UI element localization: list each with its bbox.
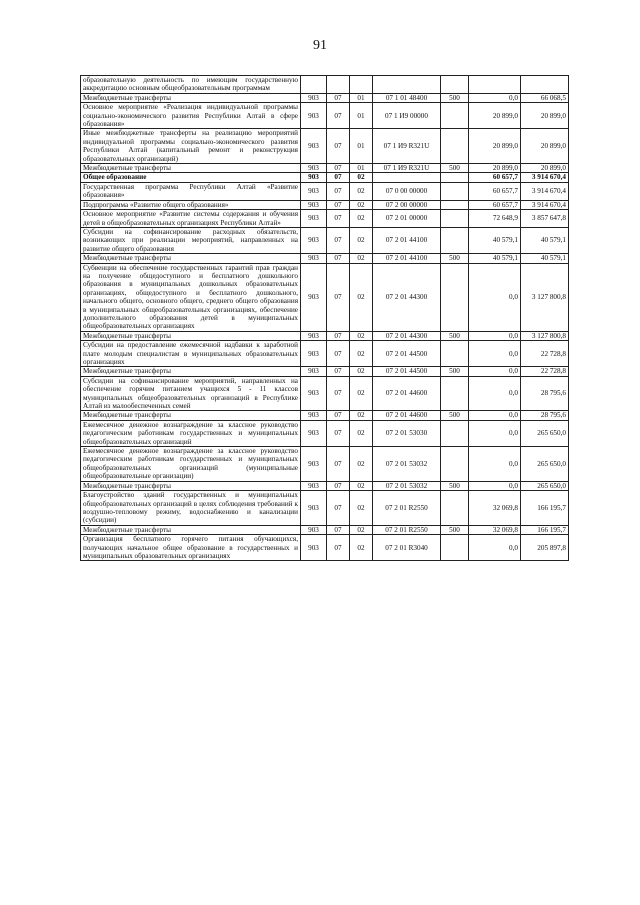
row-value2-cell: 28 795,6 bbox=[521, 411, 569, 420]
row-pr-cell: 02 bbox=[350, 411, 373, 420]
row-value1-cell: 32 069,8 bbox=[469, 525, 521, 534]
row-name-cell: Межбюджетные трансферты bbox=[81, 411, 301, 420]
row-value1-cell: 60 657,7 bbox=[469, 173, 521, 182]
table-row bbox=[81, 227, 569, 253]
row-vr-cell bbox=[441, 129, 469, 164]
row-pr-cell: 02 bbox=[350, 367, 373, 376]
table-row bbox=[81, 103, 569, 129]
row-name-cell: образовательную деятельность по имеющим государственную аккредитацию основным общеобразовательным программам bbox=[81, 76, 301, 94]
row-rz-cell: 07 bbox=[327, 129, 350, 164]
table-row bbox=[81, 263, 569, 331]
row-rz-cell: 07 bbox=[327, 93, 350, 102]
row-csr-cell: 07 2 01 44100 bbox=[373, 254, 441, 263]
row-rz-cell: 07 bbox=[327, 182, 350, 200]
table-row bbox=[81, 129, 569, 164]
row-rz-cell: 07 bbox=[327, 103, 350, 129]
row-value1-cell: 60 657,7 bbox=[469, 200, 521, 209]
row-csr-cell: 07 1 И9 R321U bbox=[373, 164, 441, 173]
row-rz-cell: 07 bbox=[327, 447, 350, 482]
row-value2-cell: 20 899,0 bbox=[521, 129, 569, 164]
row-gr-cell: 903 bbox=[301, 341, 327, 367]
row-vr-cell bbox=[441, 376, 469, 411]
table-row bbox=[81, 164, 569, 173]
row-gr-cell: 903 bbox=[301, 367, 327, 376]
row-gr-cell: 903 bbox=[301, 103, 327, 129]
row-pr-cell: 02 bbox=[350, 210, 373, 228]
row-value2-cell bbox=[521, 76, 569, 94]
row-value1-cell: 72 648,9 bbox=[469, 210, 521, 228]
table-row bbox=[81, 447, 569, 482]
row-value1-cell: 20 899,0 bbox=[469, 103, 521, 129]
row-value2-cell: 3 127 800,8 bbox=[521, 263, 569, 331]
row-rz-cell: 07 bbox=[327, 254, 350, 263]
row-pr-cell: 01 bbox=[350, 93, 373, 102]
row-value1-cell: 20 899,0 bbox=[469, 129, 521, 164]
row-pr-cell: 02 bbox=[350, 254, 373, 263]
row-pr-cell: 02 bbox=[350, 263, 373, 331]
table-row bbox=[81, 367, 569, 376]
table-row bbox=[81, 411, 569, 420]
row-rz-cell: 07 bbox=[327, 341, 350, 367]
row-value2-cell: 265 650,0 bbox=[521, 420, 569, 446]
row-csr-cell: 07 2 01 44300 bbox=[373, 263, 441, 331]
row-name-cell: Межбюджетные трансферты bbox=[81, 164, 301, 173]
row-csr-cell: 07 2 01 R3040 bbox=[373, 535, 441, 561]
row-value2-cell: 20 899,0 bbox=[521, 103, 569, 129]
row-value1-cell: 0,0 bbox=[469, 420, 521, 446]
row-value2-cell: 40 579,1 bbox=[521, 254, 569, 263]
row-name-cell: Межбюджетные трансферты bbox=[81, 331, 301, 340]
row-value2-cell: 166 195,7 bbox=[521, 491, 569, 526]
row-vr-cell bbox=[441, 420, 469, 446]
row-pr-cell: 02 bbox=[350, 481, 373, 490]
row-pr-cell bbox=[350, 76, 373, 94]
row-vr-cell bbox=[441, 173, 469, 182]
row-value2-cell: 20 899,0 bbox=[521, 164, 569, 173]
row-vr-cell: 500 bbox=[441, 93, 469, 102]
row-rz-cell bbox=[327, 76, 350, 94]
row-name-cell: Межбюджетные трансферты bbox=[81, 367, 301, 376]
row-value1-cell bbox=[469, 76, 521, 94]
row-vr-cell: 500 bbox=[441, 411, 469, 420]
row-rz-cell: 07 bbox=[327, 210, 350, 228]
row-value2-cell: 265 650,0 bbox=[521, 447, 569, 482]
row-value1-cell: 40 579,1 bbox=[469, 254, 521, 263]
row-csr-cell: 07 2 01 44500 bbox=[373, 367, 441, 376]
row-csr-cell: 07 1 И9 R321U bbox=[373, 129, 441, 164]
row-csr-cell: 07 2 01 53032 bbox=[373, 481, 441, 490]
table-row bbox=[81, 200, 569, 209]
row-csr-cell: 07 2 01 53032 bbox=[373, 447, 441, 482]
row-value2-cell: 3 127 800,8 bbox=[521, 331, 569, 340]
row-value1-cell: 0,0 bbox=[469, 535, 521, 561]
row-name-cell: Иные межбюджетные трансферты на реализацию мероприятий индивидуальной программы социально-экономического развития Республики Алтай (капитальный ремонт и реконструкция образовательных организаций) bbox=[81, 129, 301, 164]
row-vr-cell: 500 bbox=[441, 331, 469, 340]
row-gr-cell: 903 bbox=[301, 525, 327, 534]
row-value2-cell: 40 579,1 bbox=[521, 227, 569, 253]
table-row bbox=[81, 341, 569, 367]
row-csr-cell: 07 1 И9 00000 bbox=[373, 103, 441, 129]
table-row bbox=[81, 210, 569, 228]
row-gr-cell: 903 bbox=[301, 420, 327, 446]
row-rz-cell: 07 bbox=[327, 263, 350, 331]
row-value1-cell: 0,0 bbox=[469, 376, 521, 411]
row-value1-cell: 0,0 bbox=[469, 331, 521, 340]
row-pr-cell: 01 bbox=[350, 164, 373, 173]
row-value1-cell: 0,0 bbox=[469, 411, 521, 420]
page-number: 91 bbox=[313, 38, 327, 53]
row-gr-cell: 903 bbox=[301, 331, 327, 340]
row-vr-cell bbox=[441, 76, 469, 94]
row-pr-cell: 02 bbox=[350, 341, 373, 367]
table-row bbox=[81, 376, 569, 411]
row-csr-cell: 07 2 01 R2550 bbox=[373, 491, 441, 526]
row-csr-cell bbox=[373, 76, 441, 94]
row-value2-cell: 3 914 670,4 bbox=[521, 200, 569, 209]
row-vr-cell: 500 bbox=[441, 164, 469, 173]
row-name-cell: Государственная программа Республики Алтай «Развитие образования» bbox=[81, 182, 301, 200]
table-row bbox=[81, 331, 569, 340]
row-name-cell: Общее образование bbox=[81, 173, 301, 182]
table-row bbox=[81, 420, 569, 446]
row-value2-cell: 3 914 670,4 bbox=[521, 173, 569, 182]
row-value2-cell: 205 897,8 bbox=[521, 535, 569, 561]
row-value1-cell: 60 657,7 bbox=[469, 182, 521, 200]
table-row bbox=[81, 173, 569, 182]
row-csr-cell: 07 2 01 44600 bbox=[373, 411, 441, 420]
row-rz-cell: 07 bbox=[327, 535, 350, 561]
row-pr-cell: 01 bbox=[350, 103, 373, 129]
row-pr-cell: 01 bbox=[350, 129, 373, 164]
row-pr-cell: 02 bbox=[350, 227, 373, 253]
row-value1-cell: 0,0 bbox=[469, 447, 521, 482]
row-name-cell: Ежемесячное денежное вознаграждение за классное руководство педагогическим работникам государственных и муниципальных общеобразовательных организаций bbox=[81, 420, 301, 446]
row-name-cell: Основное мероприятие «Развитие системы содержания и обучения детей в общеобразовательных организациях Республики Алтай» bbox=[81, 210, 301, 228]
row-value1-cell: 40 579,1 bbox=[469, 227, 521, 253]
row-pr-cell: 02 bbox=[350, 491, 373, 526]
row-csr-cell: 07 2 01 R2550 bbox=[373, 525, 441, 534]
row-rz-cell: 07 bbox=[327, 420, 350, 446]
row-value1-cell: 0,0 bbox=[469, 367, 521, 376]
row-rz-cell: 07 bbox=[327, 367, 350, 376]
row-csr-cell: 07 2 01 44600 bbox=[373, 376, 441, 411]
row-vr-cell: 500 bbox=[441, 254, 469, 263]
row-name-cell: Субсидии на софинансирование мероприятий, направленных на обеспечение горячим питанием учащихся 5 - 11 классов муниципальных общеобразовательных организаций в Республике Алтай из малообеспеченных семей bbox=[81, 376, 301, 411]
row-rz-cell: 07 bbox=[327, 200, 350, 209]
table-row bbox=[81, 481, 569, 490]
row-rz-cell: 07 bbox=[327, 331, 350, 340]
row-vr-cell: 500 bbox=[441, 367, 469, 376]
table-row bbox=[81, 93, 569, 102]
row-value1-cell: 0,0 bbox=[469, 481, 521, 490]
row-csr-cell: 07 2 01 44300 bbox=[373, 331, 441, 340]
row-gr-cell: 903 bbox=[301, 481, 327, 490]
row-csr-cell: 07 2 00 00000 bbox=[373, 200, 441, 209]
row-value2-cell: 28 795,6 bbox=[521, 376, 569, 411]
row-value1-cell: 0,0 bbox=[469, 93, 521, 102]
row-vr-cell bbox=[441, 535, 469, 561]
row-gr-cell: 903 bbox=[301, 254, 327, 263]
table-row bbox=[81, 76, 569, 94]
row-pr-cell: 02 bbox=[350, 200, 373, 209]
row-value2-cell: 66 068,5 bbox=[521, 93, 569, 102]
row-name-cell: Ежемесячное денежное вознаграждение за классное руководство педагогическим работникам государственных и муниципальных общеобразовательных организаций (муниципальные общеобразовательные организации) bbox=[81, 447, 301, 482]
row-value2-cell: 3 857 647,8 bbox=[521, 210, 569, 228]
row-value1-cell: 32 069,8 bbox=[469, 491, 521, 526]
row-rz-cell: 07 bbox=[327, 376, 350, 411]
row-gr-cell: 903 bbox=[301, 129, 327, 164]
row-pr-cell: 02 bbox=[350, 173, 373, 182]
row-value2-cell: 166 195,7 bbox=[521, 525, 569, 534]
row-value1-cell: 0,0 bbox=[469, 341, 521, 367]
row-rz-cell: 07 bbox=[327, 164, 350, 173]
row-gr-cell: 903 bbox=[301, 182, 327, 200]
row-pr-cell: 02 bbox=[350, 420, 373, 446]
row-gr-cell: 903 bbox=[301, 535, 327, 561]
row-vr-cell bbox=[441, 263, 469, 331]
row-gr-cell: 903 bbox=[301, 447, 327, 482]
budget-table bbox=[80, 75, 569, 561]
row-vr-cell bbox=[441, 447, 469, 482]
row-pr-cell: 02 bbox=[350, 182, 373, 200]
row-name-cell: Благоустройство зданий государственных и муниципальных общеобразовательных организаций в целях соблюдения требований к воздушно-тепловому режиму, водоснабжению и канализации (субсидии) bbox=[81, 491, 301, 526]
row-gr-cell: 903 bbox=[301, 263, 327, 331]
row-pr-cell: 02 bbox=[350, 447, 373, 482]
table-row bbox=[81, 535, 569, 561]
row-value1-cell: 20 899,0 bbox=[469, 164, 521, 173]
row-csr-cell bbox=[373, 173, 441, 182]
row-gr-cell: 903 bbox=[301, 227, 327, 253]
row-gr-cell: 903 bbox=[301, 93, 327, 102]
row-name-cell: Подпрограмма «Развитие общего образования» bbox=[81, 200, 301, 209]
row-vr-cell: 500 bbox=[441, 481, 469, 490]
table-row bbox=[81, 525, 569, 534]
row-csr-cell: 07 2 01 00000 bbox=[373, 210, 441, 228]
row-csr-cell: 07 2 01 53030 bbox=[373, 420, 441, 446]
row-rz-cell: 07 bbox=[327, 525, 350, 534]
row-gr-cell bbox=[301, 76, 327, 94]
row-vr-cell bbox=[441, 341, 469, 367]
table-row bbox=[81, 182, 569, 200]
row-name-cell: Субвенции на обеспечение государственных гарантий прав граждан на получение общедоступного и бесплатного дошкольного образования в муниципальных дошкольных образовательных организациях, общедоступного и бесплатного дошкольного, начального общего, основного общего, среднего общего образования в муниципальных общеобразовательных организациях, обеспечение дополнительного образования детей в муниципальных общеобразовательных организациях bbox=[81, 263, 301, 331]
row-pr-cell: 02 bbox=[350, 376, 373, 411]
table-row bbox=[81, 254, 569, 263]
row-gr-cell: 903 bbox=[301, 376, 327, 411]
row-rz-cell: 07 bbox=[327, 481, 350, 490]
row-csr-cell: 07 0 00 00000 bbox=[373, 182, 441, 200]
row-vr-cell bbox=[441, 227, 469, 253]
row-name-cell: Межбюджетные трансферты bbox=[81, 481, 301, 490]
row-value2-cell: 265 650,0 bbox=[521, 481, 569, 490]
row-name-cell: Межбюджетные трансферты bbox=[81, 93, 301, 102]
row-gr-cell: 903 bbox=[301, 411, 327, 420]
row-pr-cell: 02 bbox=[350, 525, 373, 534]
row-name-cell: Организация бесплатного горячего питания обучающихся, получающих начальное общее образование в государственных и муниципальных образовательных организациях bbox=[81, 535, 301, 561]
row-rz-cell: 07 bbox=[327, 491, 350, 526]
row-pr-cell: 02 bbox=[350, 331, 373, 340]
row-gr-cell: 903 bbox=[301, 173, 327, 182]
row-name-cell: Межбюджетные трансферты bbox=[81, 525, 301, 534]
row-gr-cell: 903 bbox=[301, 491, 327, 526]
row-csr-cell: 07 2 01 44100 bbox=[373, 227, 441, 253]
row-name-cell: Субсидии на софинансирование расходных обязательств, возникающих при реализации мероприятий, направленных на развитие общего образования bbox=[81, 227, 301, 253]
row-pr-cell: 02 bbox=[350, 535, 373, 561]
row-vr-cell: 500 bbox=[441, 525, 469, 534]
row-vr-cell bbox=[441, 103, 469, 129]
row-gr-cell: 903 bbox=[301, 164, 327, 173]
row-value1-cell: 0,0 bbox=[469, 263, 521, 331]
row-name-cell: Основное мероприятие «Реализация индивидуальной программы социально-экономического развития Республики Алтай в сфере образования» bbox=[81, 103, 301, 129]
table-row bbox=[81, 491, 569, 526]
row-csr-cell: 07 2 01 44500 bbox=[373, 341, 441, 367]
row-rz-cell: 07 bbox=[327, 173, 350, 182]
row-vr-cell bbox=[441, 210, 469, 228]
row-value2-cell: 22 728,8 bbox=[521, 367, 569, 376]
row-value2-cell: 3 914 670,4 bbox=[521, 182, 569, 200]
row-vr-cell bbox=[441, 491, 469, 526]
row-vr-cell bbox=[441, 182, 469, 200]
row-gr-cell: 903 bbox=[301, 200, 327, 209]
row-name-cell: Межбюджетные трансферты bbox=[81, 254, 301, 263]
row-rz-cell: 07 bbox=[327, 411, 350, 420]
row-name-cell: Субсидии на предоставление ежемесячной надбавки к заработной плате молодым специалистам в муниципальных образовательных организациях bbox=[81, 341, 301, 367]
row-csr-cell: 07 1 01 48400 bbox=[373, 93, 441, 102]
row-gr-cell: 903 bbox=[301, 210, 327, 228]
row-value2-cell: 22 728,8 bbox=[521, 341, 569, 367]
row-vr-cell bbox=[441, 200, 469, 209]
row-rz-cell: 07 bbox=[327, 227, 350, 253]
